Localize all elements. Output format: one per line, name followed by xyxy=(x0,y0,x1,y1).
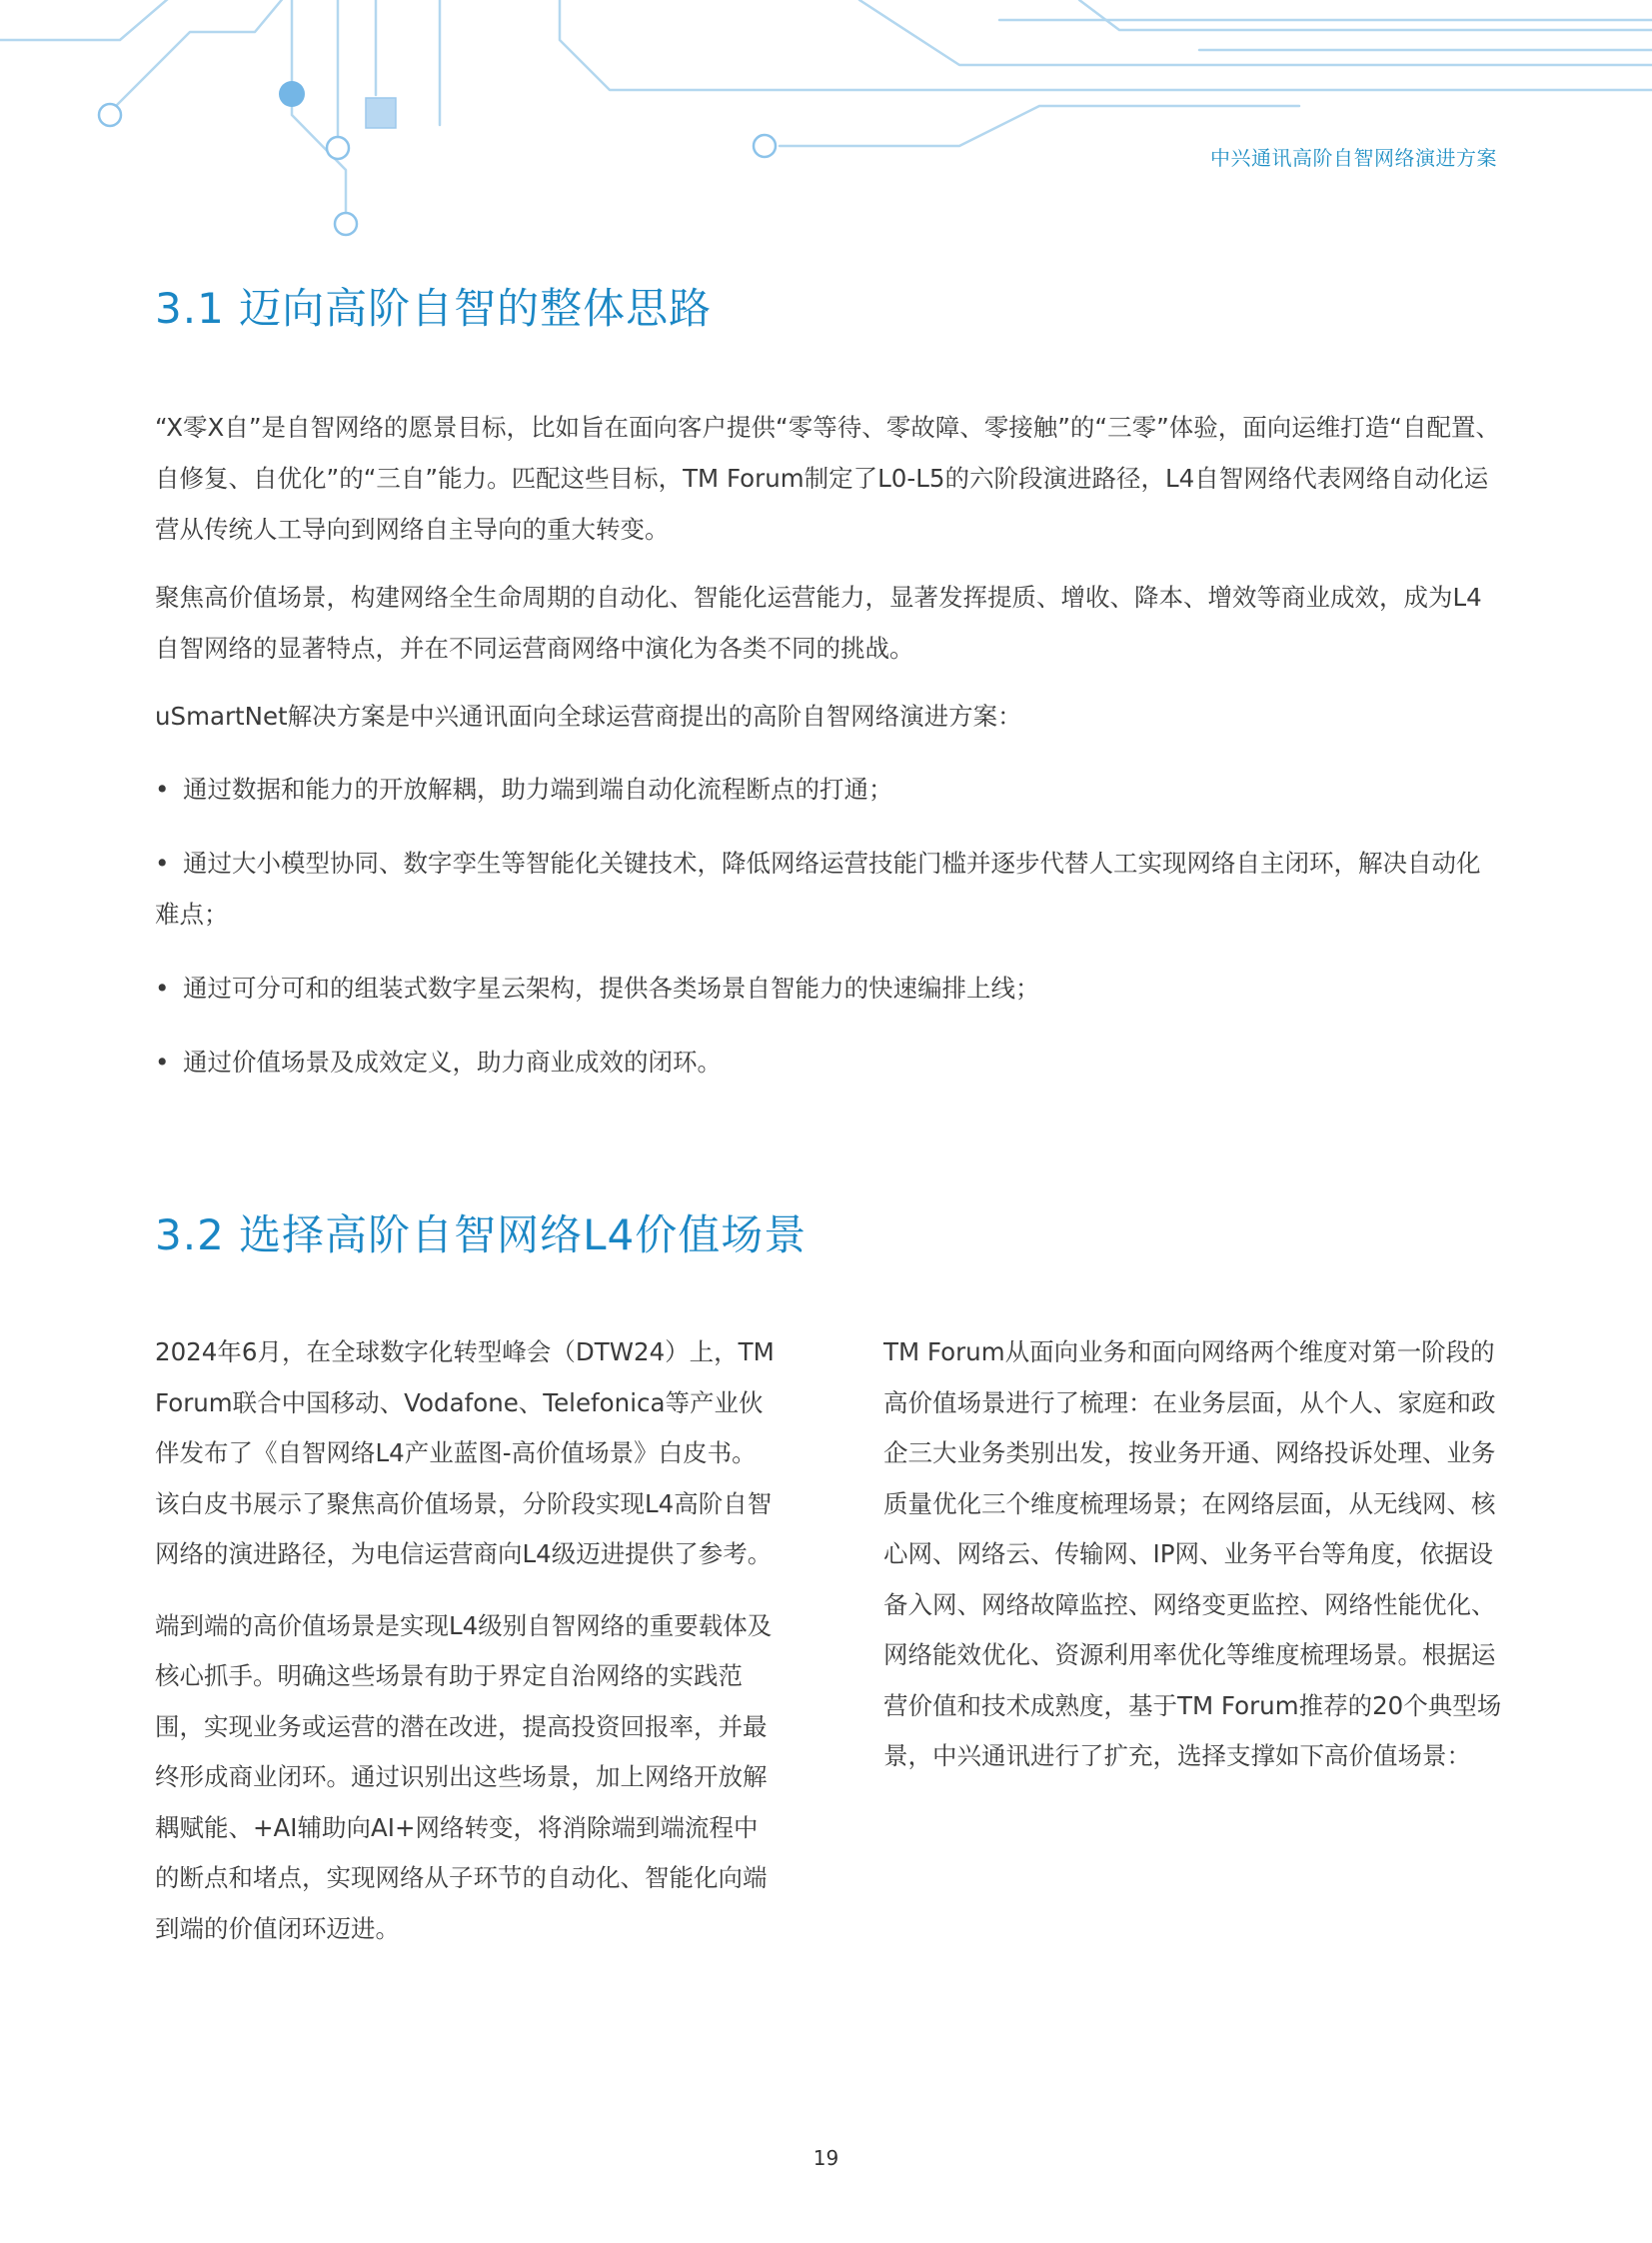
paragraph: 端到端的高价值场景是实现L4级别自智网络的重要载体及核心抓手。明确这些场景有助于界定自治网络的实践范围，实现业务或运营的潜在改进，提高投资回报率，并最终形成商业闭环。通过识别出这些场景，加上网络开放解耦赋能、+AI辅助向AI+网络转变，将消除端到端流程中的断点和堵点，实现网络从子环节的自动化、智能化向端到端的价值闭环迈进。 xyxy=(155,1610,773,1943)
circuit-node xyxy=(335,213,357,235)
circuit-node-filled xyxy=(279,81,305,107)
circuit-node xyxy=(99,104,121,126)
section-3-1-body xyxy=(155,402,1504,1111)
list-item xyxy=(155,838,1504,940)
circuit-trace xyxy=(110,0,290,112)
circuit-node xyxy=(327,137,349,159)
paragraph: 聚焦高价值场景，构建网络全生命周期的自动化、智能化运营能力，显著发挥提质、增收、降本、增效等商业成效，成为L4自智网络的显著特点，并在不同运营商网络中演化为各类不同的挑战。 xyxy=(155,583,1482,663)
circuit-node xyxy=(754,135,776,157)
bullet-icon: • xyxy=(155,1048,170,1077)
circuit-trace xyxy=(859,0,1652,65)
bullet-icon: • xyxy=(155,849,170,878)
list-item xyxy=(155,764,1504,815)
circuit-trace xyxy=(1079,0,1652,30)
section-3-2-right-column xyxy=(883,1327,1503,1782)
paragraph: uSmartNet解决方案是中兴通讯面向全球运营商提出的高阶自智网络演进方案： xyxy=(155,702,1022,731)
bullet-list xyxy=(155,764,1504,1088)
list-item xyxy=(155,1037,1504,1088)
bullet-icon: • xyxy=(155,775,170,804)
list-item xyxy=(155,963,1504,1014)
circuit-trace xyxy=(560,0,1652,90)
running-header-title: 中兴通讯高阶自智网络演进方案 xyxy=(1210,146,1497,170)
section-title-3-2: 3.2 选择高阶自智网络L4价值场景 xyxy=(155,1210,808,1259)
list-item-text: 通过数据和能力的开放解耦，助力端到端自动化流程断点的打通； xyxy=(183,775,893,804)
section-title-3-1: 3.1 迈向高阶自智的整体思路 xyxy=(155,284,713,333)
circuit-trace xyxy=(0,0,190,40)
paragraph: TM Forum从面向业务和面向网络两个维度对第一阶段的高价值场景进行了梳理：在业务层面，从个人、家庭和政企三大业务类别出发，按业务开通、网络投诉处理、业务质量优化三个维度梳理场景；在网络层面，从无线网、核心网、网络云、传输网、IP网、业务平台等角度，依据设备入网、网络故障监控、网络变更监控、网络性能优化、网络能效优化、资源利用率优化等维度梳理场景。根据运营价值和技术成熟度，基于TM Forum推荐的20个典型场景，中兴通讯进行了扩充，选择支撑如下高价值场景： xyxy=(883,1337,1502,1770)
circuit-square xyxy=(366,98,396,128)
circuit-trace xyxy=(780,106,1299,146)
paragraph: “X零X自”是自智网络的愿景目标，比如旨在面向客户提供“零等待、零故障、零接触”的“三零”体验，面向运维打造“自配置、自修复、自优化”的“三自”能力。匹配这些目标，TM Forum制定了L0-L5的六阶段演进路径，L4自智网络代表网络自动化运营从传统人工导向到网络自主导向的重大转变。 xyxy=(155,413,1500,544)
list-item-text: 通过可分可和的组装式数字星云架构，提供各类场景自智能力的快速编排上线； xyxy=(183,974,1040,1003)
section-3-2-left-column xyxy=(155,1327,775,1954)
list-item-text: 通过大小模型协同、数字孪生等智能化关键技术，降低网络运营技能门槛并逐步代替人工实现网络自主闭环，解决自动化难点； xyxy=(155,849,1481,929)
page-number: 19 xyxy=(813,2146,839,2170)
paragraph: 2024年6月，在全球数字化转型峰会（DTW24）上，TM Forum联合中国移动、Vodafone、Telefonica等产业伙伴发布了《自智网络L4产业蓝图-高价值场景》白皮书。该白皮书展示了聚焦高价值场景，分阶段实现L4高阶自智网络的演进路径，为电信运营商向L4级迈进提供了参考。 xyxy=(155,1337,775,1568)
circuit-decoration xyxy=(0,0,1652,250)
bullet-icon: • xyxy=(155,974,170,1003)
list-item-text: 通过价值场景及成效定义，助力商业成效的闭环。 xyxy=(183,1048,722,1077)
